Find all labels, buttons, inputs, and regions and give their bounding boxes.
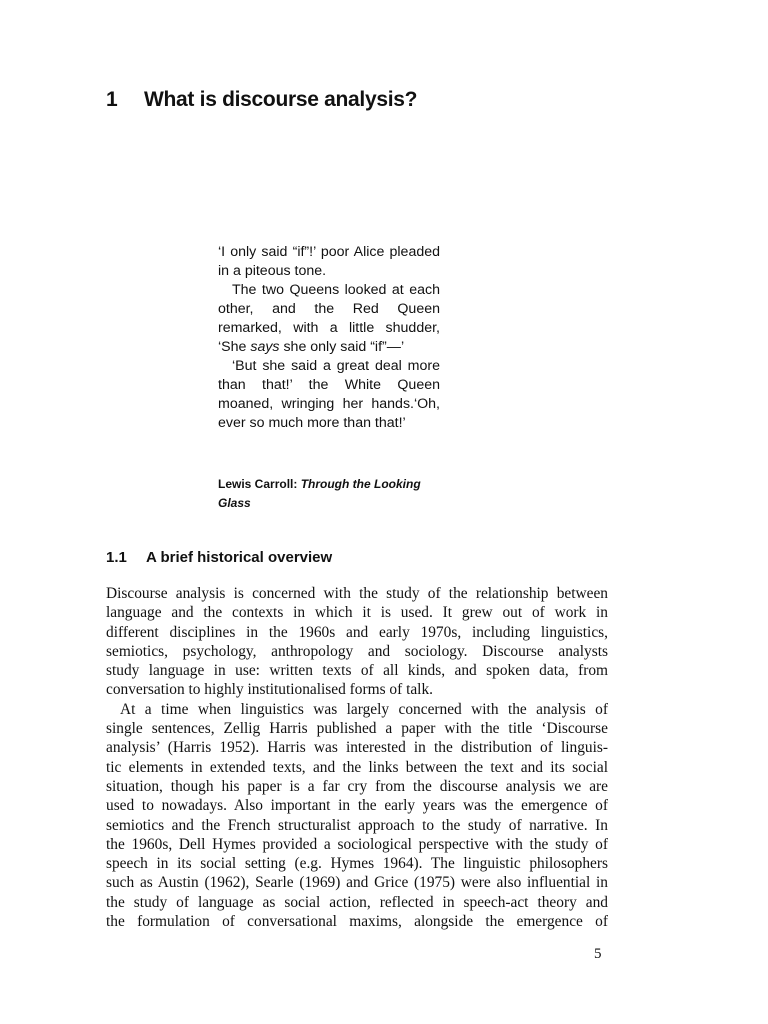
chapter-heading bbox=[106, 88, 417, 112]
epigraph-paragraph: ‘I only said “if”!’ poor Alice pleaded in a piteous tone. bbox=[218, 244, 440, 279]
page-number: 5 bbox=[594, 946, 602, 962]
body-line: At a time when linguistics was largely concerned with the analysis of bbox=[120, 700, 608, 718]
epigraph-paragraph bbox=[218, 281, 440, 357]
epigraph-paragraph: ‘But she said a great deal more than that!’ the White Queen moaned, wringing her hands.‘Oh, ever so much more than that!’ bbox=[218, 358, 440, 431]
epigraph bbox=[218, 243, 440, 433]
body-line: such as Austin (1962), Searle (1969) and Grice (1975) were also influential in bbox=[106, 874, 608, 892]
chapter-number: 1 bbox=[106, 88, 118, 111]
section-heading bbox=[106, 549, 332, 566]
epigraph-emphasis: says bbox=[250, 339, 280, 355]
body-text bbox=[106, 584, 608, 931]
body-line: the study of language as social action, reflected in speech-act theory and bbox=[106, 893, 608, 911]
body-line: tic elements in extended texts, and the links between the text and its social bbox=[106, 758, 608, 776]
body-line: situation, though his paper is a far cry from the discourse analysis we are bbox=[106, 777, 608, 795]
attribution-author: Lewis Carroll: bbox=[218, 477, 301, 491]
body-line: language and the contexts in which it is used. It grew out of work in bbox=[106, 604, 608, 622]
body-line: conversation to highly institutionalised forms of talk. bbox=[106, 681, 434, 699]
section-title: A brief historical overview bbox=[146, 549, 333, 566]
body-line: study language in use: written texts of all kinds, and spoken data, from bbox=[106, 662, 608, 680]
body-line: the formulation of conversational maxims, alongside the emergence of bbox=[106, 913, 608, 931]
body-line: Discourse analysis is concerned with the study of the relationship between bbox=[106, 585, 608, 602]
body-line: different disciplines in the 1960s and early 1970s, including linguistics, bbox=[106, 623, 608, 641]
section-number: 1.1 bbox=[106, 549, 127, 566]
epigraph-text: she only said “if”—’ bbox=[279, 339, 405, 355]
epigraph-text: The two Queens looked at each other, and the Red Queen remarked, with a little shudder, ‘She bbox=[218, 282, 440, 355]
body-line: the 1960s, Dell Hymes provided a sociological perspective with the study of bbox=[106, 835, 608, 853]
body-line: used to nowadays. Also important in the early years was the emergence of bbox=[106, 797, 608, 815]
body-line: speech in its social setting (e.g. Hymes 1964). The linguistic philosophers bbox=[106, 855, 608, 873]
chapter-title: What is discourse analysis? bbox=[144, 88, 418, 111]
body-line: single sentences, Zellig Harris published a paper with the title ‘Discourse bbox=[106, 720, 608, 738]
body-line: analysis’ (Harris 1952). Harris was interested in the distribution of linguis- bbox=[106, 739, 608, 757]
body-line: semiotics, psychology, anthropology and sociology. Discourse analysts bbox=[106, 642, 608, 660]
attribution-work: Through the Looking Glass bbox=[218, 477, 421, 510]
body-line: semiotics and the French structuralist approach to the study of narrative. In bbox=[106, 816, 608, 834]
epigraph-attribution bbox=[218, 475, 448, 513]
